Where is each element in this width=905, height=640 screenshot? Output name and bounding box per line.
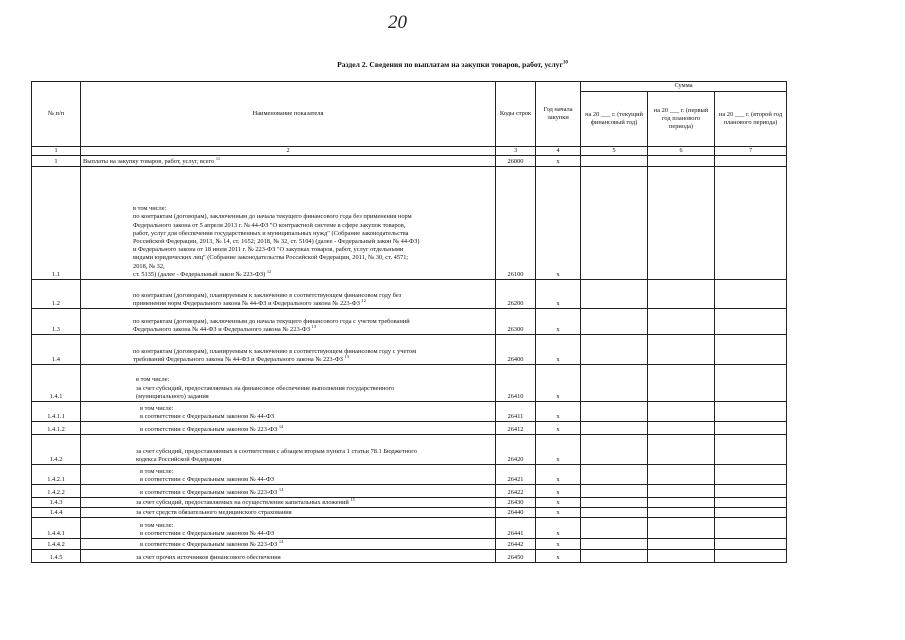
row-code: 26442 [496, 538, 536, 549]
row-number: 1.4.5 [32, 549, 81, 562]
row-name [81, 517, 496, 538]
row-year: x [536, 549, 581, 562]
sum-plan1-cell [648, 308, 715, 334]
sum-plan1-cell [648, 279, 715, 308]
sum-plan2-cell [715, 484, 787, 497]
row-year: x [536, 507, 581, 517]
row-number: 1.2 [32, 279, 81, 308]
sum-plan2-cell [715, 334, 787, 364]
sum-plan1-cell [648, 434, 715, 464]
row-name-line: по контрактам (договорам), заключенным до начала текущего финансового года без применения норм [133, 213, 412, 221]
row-code: 26400 [496, 334, 536, 364]
row-name-line: в соответствии с Федеральным законом № 223-ФЗ $^{14}$ [140, 423, 284, 433]
row-name [81, 464, 496, 484]
sum-plan1-cell [648, 166, 715, 279]
row-name [81, 507, 496, 517]
payments-table [31, 81, 787, 563]
sum-current-cell [581, 497, 648, 507]
header-year: Год начала закупки [536, 82, 581, 147]
row-code: 26410 [496, 364, 536, 401]
row-name [81, 538, 496, 549]
row-name-line: в соответствии с Федеральным законом № 44-ФЗ [140, 529, 275, 537]
footnote-marker: 15 [350, 497, 355, 502]
row-year: x [536, 155, 581, 166]
row-name-line: по контрактам (договорам), планируемым к заключению в соответствующем финансовом году с учетом [133, 347, 417, 355]
row-name [81, 484, 496, 497]
sum-plan1-cell [648, 497, 715, 507]
row-code: 26441 [496, 517, 536, 538]
table-row [32, 279, 787, 308]
row-name-line: в соответствии с Федеральным законом № 44-ФЗ [140, 412, 275, 420]
row-name-line: Российской Федерации, 2013, № 14, ст. 1652; 2018, № 32, ст. 5104) (далее - Федеральный закон № 44-ФЗ) [133, 238, 420, 245]
row-name-line: в том числе: [140, 467, 174, 475]
sum-plan2-cell [715, 279, 787, 308]
table-row [32, 517, 787, 538]
sum-plan1-cell [648, 549, 715, 562]
row-name-line: за счет субсидий, предоставляемых на осуществление капитальных вложений $^{15}$ [136, 497, 355, 506]
table-row [32, 497, 787, 507]
row-code: 26430 [496, 497, 536, 507]
row-number: 1.3 [32, 308, 81, 334]
table-row [32, 401, 787, 421]
section-title-footnote: 10 [562, 60, 568, 66]
footnote-marker: 14 [278, 538, 284, 544]
row-name [81, 364, 496, 401]
sum-plan1-cell [648, 517, 715, 538]
column-number: 6 [648, 147, 715, 156]
sum-current-cell [581, 401, 648, 421]
table-row [32, 484, 787, 497]
sum-current-cell [581, 279, 648, 308]
sum-current-cell [581, 434, 648, 464]
row-year: x [536, 166, 581, 279]
table-row [32, 421, 787, 434]
row-name-line: в соответствии с Федеральным законом № 223-ФЗ $^{14}$ [140, 538, 284, 548]
column-number: 2 [81, 147, 496, 156]
header-current-year: на 20 ___ г. (текущий финансовый год) [581, 92, 648, 147]
column-number: 4 [536, 147, 581, 156]
row-number: 1.4 [32, 334, 81, 364]
row-number: 1.4.4 [32, 507, 81, 517]
row-name-line: в том числе: [140, 521, 174, 529]
row-year: x [536, 401, 581, 421]
sum-plan2-cell [715, 517, 787, 538]
sum-current-cell [581, 464, 648, 484]
row-code: 26412 [496, 421, 536, 434]
row-year: x [536, 308, 581, 334]
sum-current-cell [581, 155, 648, 166]
row-code: 26422 [496, 484, 536, 497]
column-number: 1 [32, 147, 81, 156]
sum-current-cell [581, 421, 648, 434]
sum-plan2-cell [715, 155, 787, 166]
row-number: 1.4.3 [32, 497, 81, 507]
row-name-line: работ, услуг для обеспечения государственных и муниципальных нужд" (Собрание законодательства [133, 229, 409, 237]
sum-plan2-cell [715, 421, 787, 434]
sum-plan1-cell [648, 484, 715, 497]
header-second-plan-year: на 20 ___ г. (второй год планового периода) [715, 92, 787, 147]
row-number: 1.4.2 [32, 434, 81, 464]
row-code: 26421 [496, 464, 536, 484]
column-number: 7 [715, 147, 787, 156]
sum-plan2-cell [715, 308, 787, 334]
row-year: x [536, 497, 581, 507]
sum-plan1-cell [648, 507, 715, 517]
column-number: 5 [581, 147, 648, 156]
sum-plan2-cell [715, 538, 787, 549]
row-name-line: (муниципального) задания [136, 392, 209, 400]
sum-plan2-cell [715, 401, 787, 421]
row-name-line: в том числе: [140, 404, 174, 412]
row-name [81, 155, 496, 166]
sum-current-cell [581, 517, 648, 538]
row-name-line: по контрактам (договорам), планируемым к заключению в соответствующем финансовом году без [133, 291, 402, 299]
column-number: 3 [496, 147, 536, 156]
row-number: 1.4.2.1 [32, 464, 81, 484]
row-name-line: за счет субсидий, предоставляемых в соответствии с абзацем вторым пункта 1 статьи 78.1 Бюджетного [136, 447, 417, 455]
sum-plan1-cell [648, 464, 715, 484]
sum-plan1-cell [648, 334, 715, 364]
sum-plan2-cell [715, 434, 787, 464]
row-name-line: видами юридических лиц" (Собрание законодательства Российской Федерации, 2011, № 30, ст. 4571; [133, 254, 409, 262]
row-year: x [536, 538, 581, 549]
table-row [32, 434, 787, 464]
sum-current-cell [581, 308, 648, 334]
row-name-line: кодекса Российской Федерации [136, 455, 222, 463]
sum-plan2-cell [715, 497, 787, 507]
row-code: 26420 [496, 434, 536, 464]
header-num: № п/п [32, 82, 81, 147]
sum-plan2-cell [715, 507, 787, 517]
row-name [81, 308, 496, 334]
row-name [81, 497, 496, 507]
row-name [81, 434, 496, 464]
row-code: 26411 [496, 401, 536, 421]
row-name-line: применения норм Федерального закона № 44-ФЗ и Федерального закона № 223-ФЗ $^{12}$ [133, 297, 366, 307]
row-name-line: и Федерального закона от 18 июля 2011 г. № 223-ФЗ "О закупках товаров, работ, услуг отдельными [133, 246, 404, 254]
row-name-line: в соответствии с Федеральным законом № 223-ФЗ $^{14}$ [140, 486, 284, 496]
page-number: 20 [388, 12, 407, 33]
row-name [81, 421, 496, 434]
header-sum: Сумма [581, 82, 787, 92]
footnote-marker: 14 [278, 486, 284, 492]
sum-plan1-cell [648, 401, 715, 421]
sum-current-cell [581, 166, 648, 279]
sum-current-cell [581, 538, 648, 549]
sum-plan1-cell [648, 364, 715, 401]
row-year: x [536, 484, 581, 497]
row-name-line: требований Федерального закона № 44-ФЗ и Федерального закона № 223-ФЗ $^{13}$ [133, 353, 349, 363]
row-number: 1.4.1.1 [32, 401, 81, 421]
row-code: 26000 [496, 155, 536, 166]
row-name-line: Федерального закона от 5 апреля 2013 г. № 44-ФЗ "О контрактной системе в сфере закупок товаров, [133, 221, 406, 229]
row-year: x [536, 517, 581, 538]
row-number: 1 [32, 155, 81, 166]
row-name-line: за счет субсидий, предоставляемых на финансовое обеспечение выполнения государственного [136, 384, 395, 392]
row-number: 1.1 [32, 166, 81, 279]
row-year: x [536, 421, 581, 434]
row-number: 1.4.1 [32, 364, 81, 401]
sum-current-cell [581, 484, 648, 497]
table-row [32, 364, 787, 401]
row-name [81, 549, 496, 562]
row-year: x [536, 434, 581, 464]
table-row [32, 334, 787, 364]
row-number: 1.4.2.2 [32, 484, 81, 497]
sum-plan2-cell [715, 464, 787, 484]
header-first-plan-year: на 20 ___ г. (первый год планового периода) [648, 92, 715, 147]
table-row [32, 464, 787, 484]
row-name-line: Федерального закона № 44-ФЗ и Федерального закона № 223-ФЗ $^{13}$ [133, 323, 317, 333]
row-name-line: в том числе: [133, 205, 167, 213]
table-body [32, 155, 787, 562]
row-name-line: Выплаты на закупку товаров, работ, услуг, всего $^{11}$ [83, 155, 221, 165]
table-row [32, 166, 787, 279]
sum-plan1-cell [648, 155, 715, 166]
table-row [32, 155, 787, 166]
row-code: 26200 [496, 279, 536, 308]
sum-plan1-cell [648, 538, 715, 549]
row-name-line: в том числе: [136, 376, 170, 384]
header-name: Наименование показателя [81, 82, 496, 147]
section-title-text: Раздел 2. Сведения по выплатам на закупки товаров, работ, услуг [337, 60, 563, 69]
row-number: 1.4.1.2 [32, 421, 81, 434]
section-title [0, 60, 905, 69]
sum-plan2-cell [715, 364, 787, 401]
table-row [32, 308, 787, 334]
sum-current-cell [581, 507, 648, 517]
row-code: 26100 [496, 166, 536, 279]
row-year: x [536, 464, 581, 484]
sum-plan1-cell [648, 421, 715, 434]
footnote-marker: 13 [344, 353, 349, 359]
sum-current-cell [581, 334, 648, 364]
row-year: x [536, 364, 581, 401]
row-name [81, 166, 496, 279]
row-code: 26450 [496, 549, 536, 562]
footnote-marker: 11 [215, 155, 221, 161]
row-name-line: по контрактам (договорам), заключенным до начала текущего финансового года с учетом требований [133, 317, 410, 325]
row-year: x [536, 334, 581, 364]
sum-current-cell [581, 549, 648, 562]
footnote-marker: 13 [311, 323, 317, 329]
table-row [32, 549, 787, 562]
row-name [81, 334, 496, 364]
row-year: x [536, 279, 581, 308]
row-name-line: 2018, № 32, [133, 262, 165, 270]
footnote-marker: 14 [278, 423, 284, 429]
row-name [81, 279, 496, 308]
row-number: 1.4.4.2 [32, 538, 81, 549]
table-row [32, 507, 787, 517]
table-row [32, 538, 787, 549]
row-code: 26440 [496, 507, 536, 517]
row-name-line: ст. 5135) (далее - Федеральный закон № 223-ФЗ) $^{12}$ [133, 268, 272, 278]
row-name-line: в соответствии с Федеральным законом № 44-ФЗ [140, 475, 275, 483]
sum-current-cell [581, 364, 648, 401]
row-number: 1.4.4.1 [32, 517, 81, 538]
header-code: Коды строк [496, 82, 536, 147]
sum-plan2-cell [715, 549, 787, 562]
footnote-marker: 12 [361, 297, 366, 303]
footnote-marker: 12 [266, 268, 272, 274]
sum-plan2-cell [715, 166, 787, 279]
row-name [81, 401, 496, 421]
row-name-line: за счет прочих источников финансового обеспечения [136, 553, 281, 561]
row-code: 26300 [496, 308, 536, 334]
row-name-line: за счет средств обязательного медицинского страхования [136, 508, 292, 516]
